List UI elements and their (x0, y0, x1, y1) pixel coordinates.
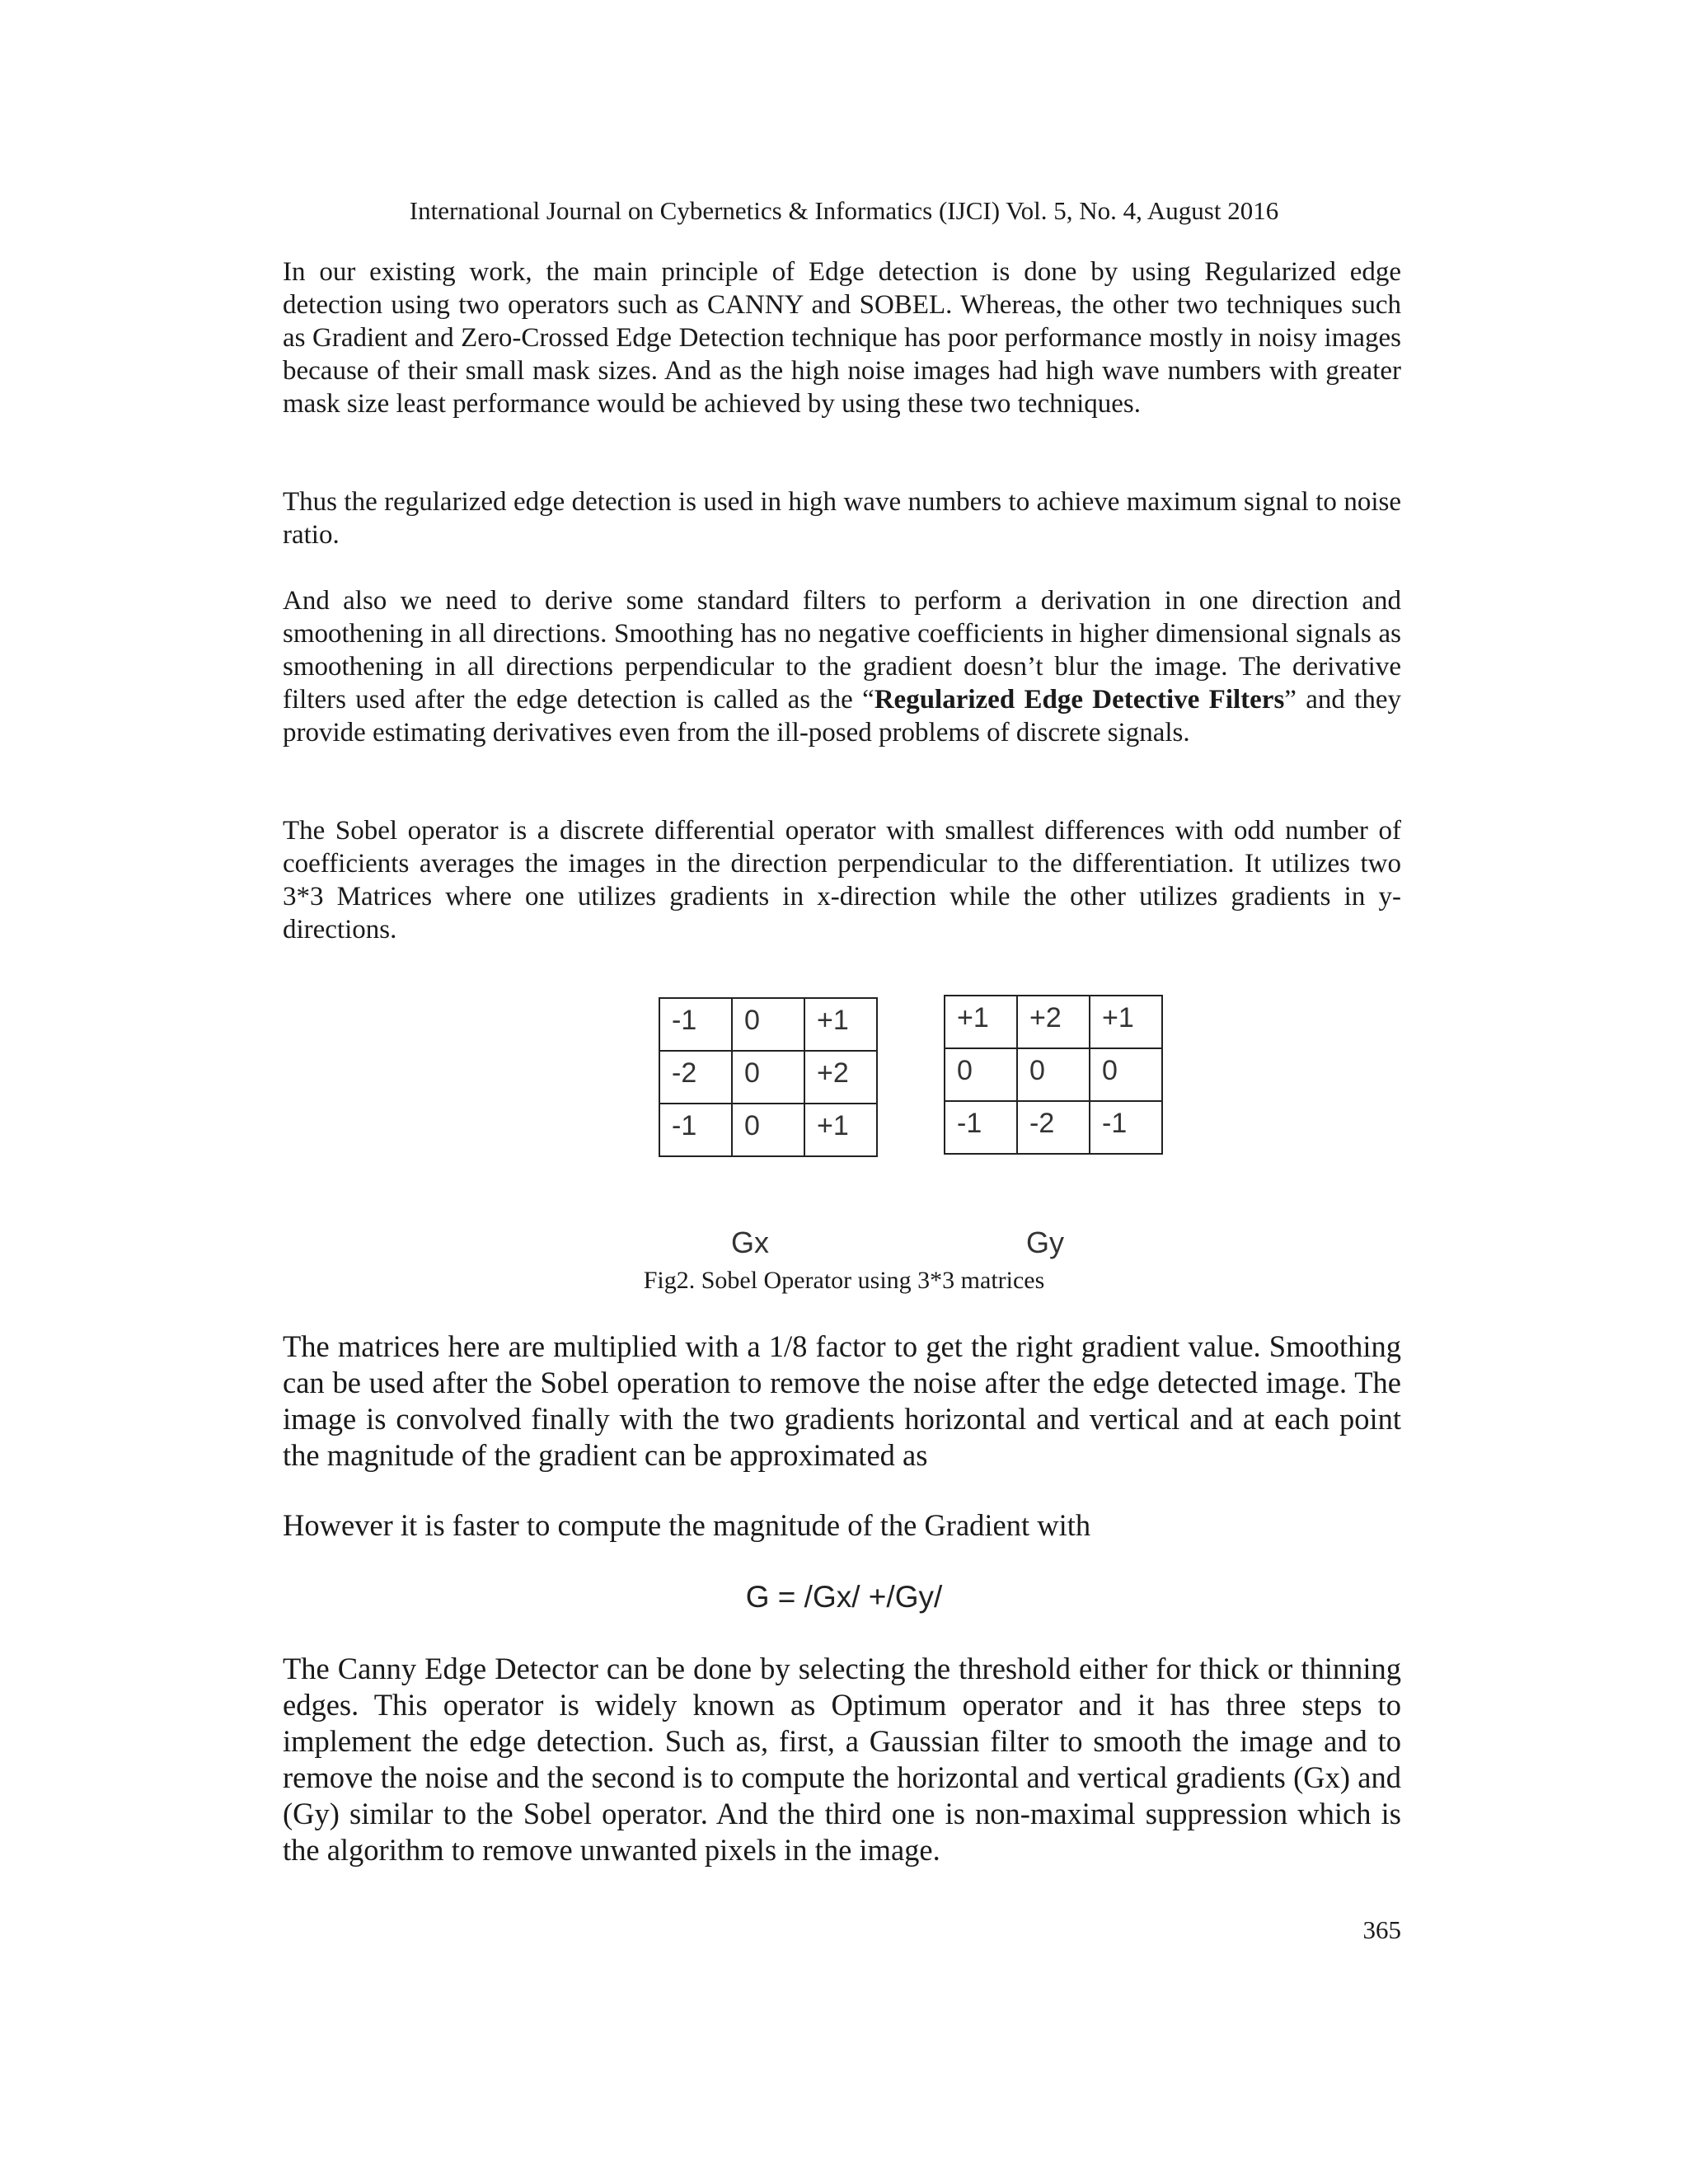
paragraph-derivative-filters (283, 584, 1401, 749)
matrix-row (945, 1048, 1162, 1101)
matrix-cell: +2 (1017, 996, 1090, 1048)
paragraph-regularized-edge: Thus the regularized edge detection is used in high wave numbers to achieve maximum signal to noise ratio. (283, 487, 1401, 550)
matrix-row (659, 998, 877, 1051)
matrix-cell: -1 (659, 1104, 732, 1156)
page-number: 365 (1362, 1915, 1401, 1944)
matrix-cell: 0 (732, 1051, 804, 1104)
paragraph-text: And also we need to derive some standard filters to perform a derivation in one direction and smoothening in all directions. Smoothing has no negative coefficients in higher dimensional signals as smoothening in all directions perpendicular to the gradient doesn’t blur the image. The derivative filters used after the edge detection is called as the “ (283, 586, 1401, 715)
gradient-equation: G = /Gx/ +/Gy/ (745, 1580, 943, 1614)
matrix-row (659, 1104, 877, 1156)
matrix-cell: 0 (732, 998, 804, 1051)
paragraph-existing-work: In our existing work, the main principle of Edge detection is done by using Regularized edge detection using two operators such as CANNY and SOBEL. Whereas, the other two techniques such as Gradient and Zero-Crossed Edge Detection technique has poor performance mostly in noisy images because of their small mask sizes. And as the high noise images had high wave numbers with greater mask size least performance would be achieved by using these two techniques. (283, 257, 1401, 419)
matrix-cell: -1 (1090, 1101, 1162, 1154)
matrix-cell: 0 (1090, 1048, 1162, 1101)
running-head: International Journal on Cybernetics & Informatics (IJCI) Vol. 5, No. 4, August 2016 (409, 196, 1279, 225)
regularized-filters-term: Regularized Edge Detective Filters (874, 685, 1285, 715)
paragraph-canny-detector: The Canny Edge Detector can be done by selecting the threshold either for thick or thinning edges. This operator is widely known as Optimum operator and it has three steps to implement the edge detection. Such as, first, a Gaussian filter to smooth the image and to remove the noise and the second is to compute the horizontal and vertical gradients (Gx) and (Gy) similar to the Sobel operator. And the third one is non-maximal suppression which is the algorithm to remove unwanted pixels in the image. (283, 1652, 1401, 1867)
paragraph-sobel-operator: The Sobel operator is a discrete differential operator with smallest differences with odd number of coefficients averages the images in the direction perpendicular to the differentiation. It utilizes two 3*3 Matrices where one utilizes gradients in x-direction while the other utilizes gradients in y-directions. (283, 816, 1401, 944)
paragraph-matrices-factor: The matrices here are multiplied with a 1/8 factor to get the right gradient value. Smoothing can be used after the Sobel operation to remove the noise after the edge detected image. The image is convolved finally with the two gradients horizontal and vertical and at each point the magnitude of the gradient can be approximated as (283, 1329, 1401, 1472)
matrix-cell: +2 (804, 1051, 877, 1104)
paragraph-gradient-magnitude: However it is faster to compute the magnitude of the Gradient with (283, 1508, 1091, 1542)
matrix-cell: +1 (1090, 996, 1162, 1048)
matrix-cell: +1 (945, 996, 1017, 1048)
matrix-cell: -2 (659, 1051, 732, 1104)
gy-label: Gy (1026, 1226, 1065, 1259)
matrix-row (945, 1101, 1162, 1154)
matrix-cell: 0 (945, 1048, 1017, 1101)
gx-label: Gx (731, 1226, 770, 1259)
matrix-cell: -1 (659, 998, 732, 1051)
matrix-cell: +1 (804, 1104, 877, 1156)
matrix-cell: -1 (945, 1101, 1017, 1154)
paragraph-text: ” and they provide estimating derivatives even from the ill-posed problems of discrete signals. (283, 685, 1402, 748)
matrix-row (659, 1051, 877, 1104)
matrix-cell: 0 (732, 1104, 804, 1156)
figure-caption: Fig2. Sobel Operator using 3*3 matrices (643, 1267, 1045, 1294)
matrix-cell: 0 (1017, 1048, 1090, 1101)
matrix-row (945, 996, 1162, 1048)
gy-matrix (944, 995, 1163, 1155)
matrix-cell: +1 (804, 998, 877, 1051)
gx-matrix (659, 997, 878, 1157)
matrix-cell: -2 (1017, 1101, 1090, 1154)
